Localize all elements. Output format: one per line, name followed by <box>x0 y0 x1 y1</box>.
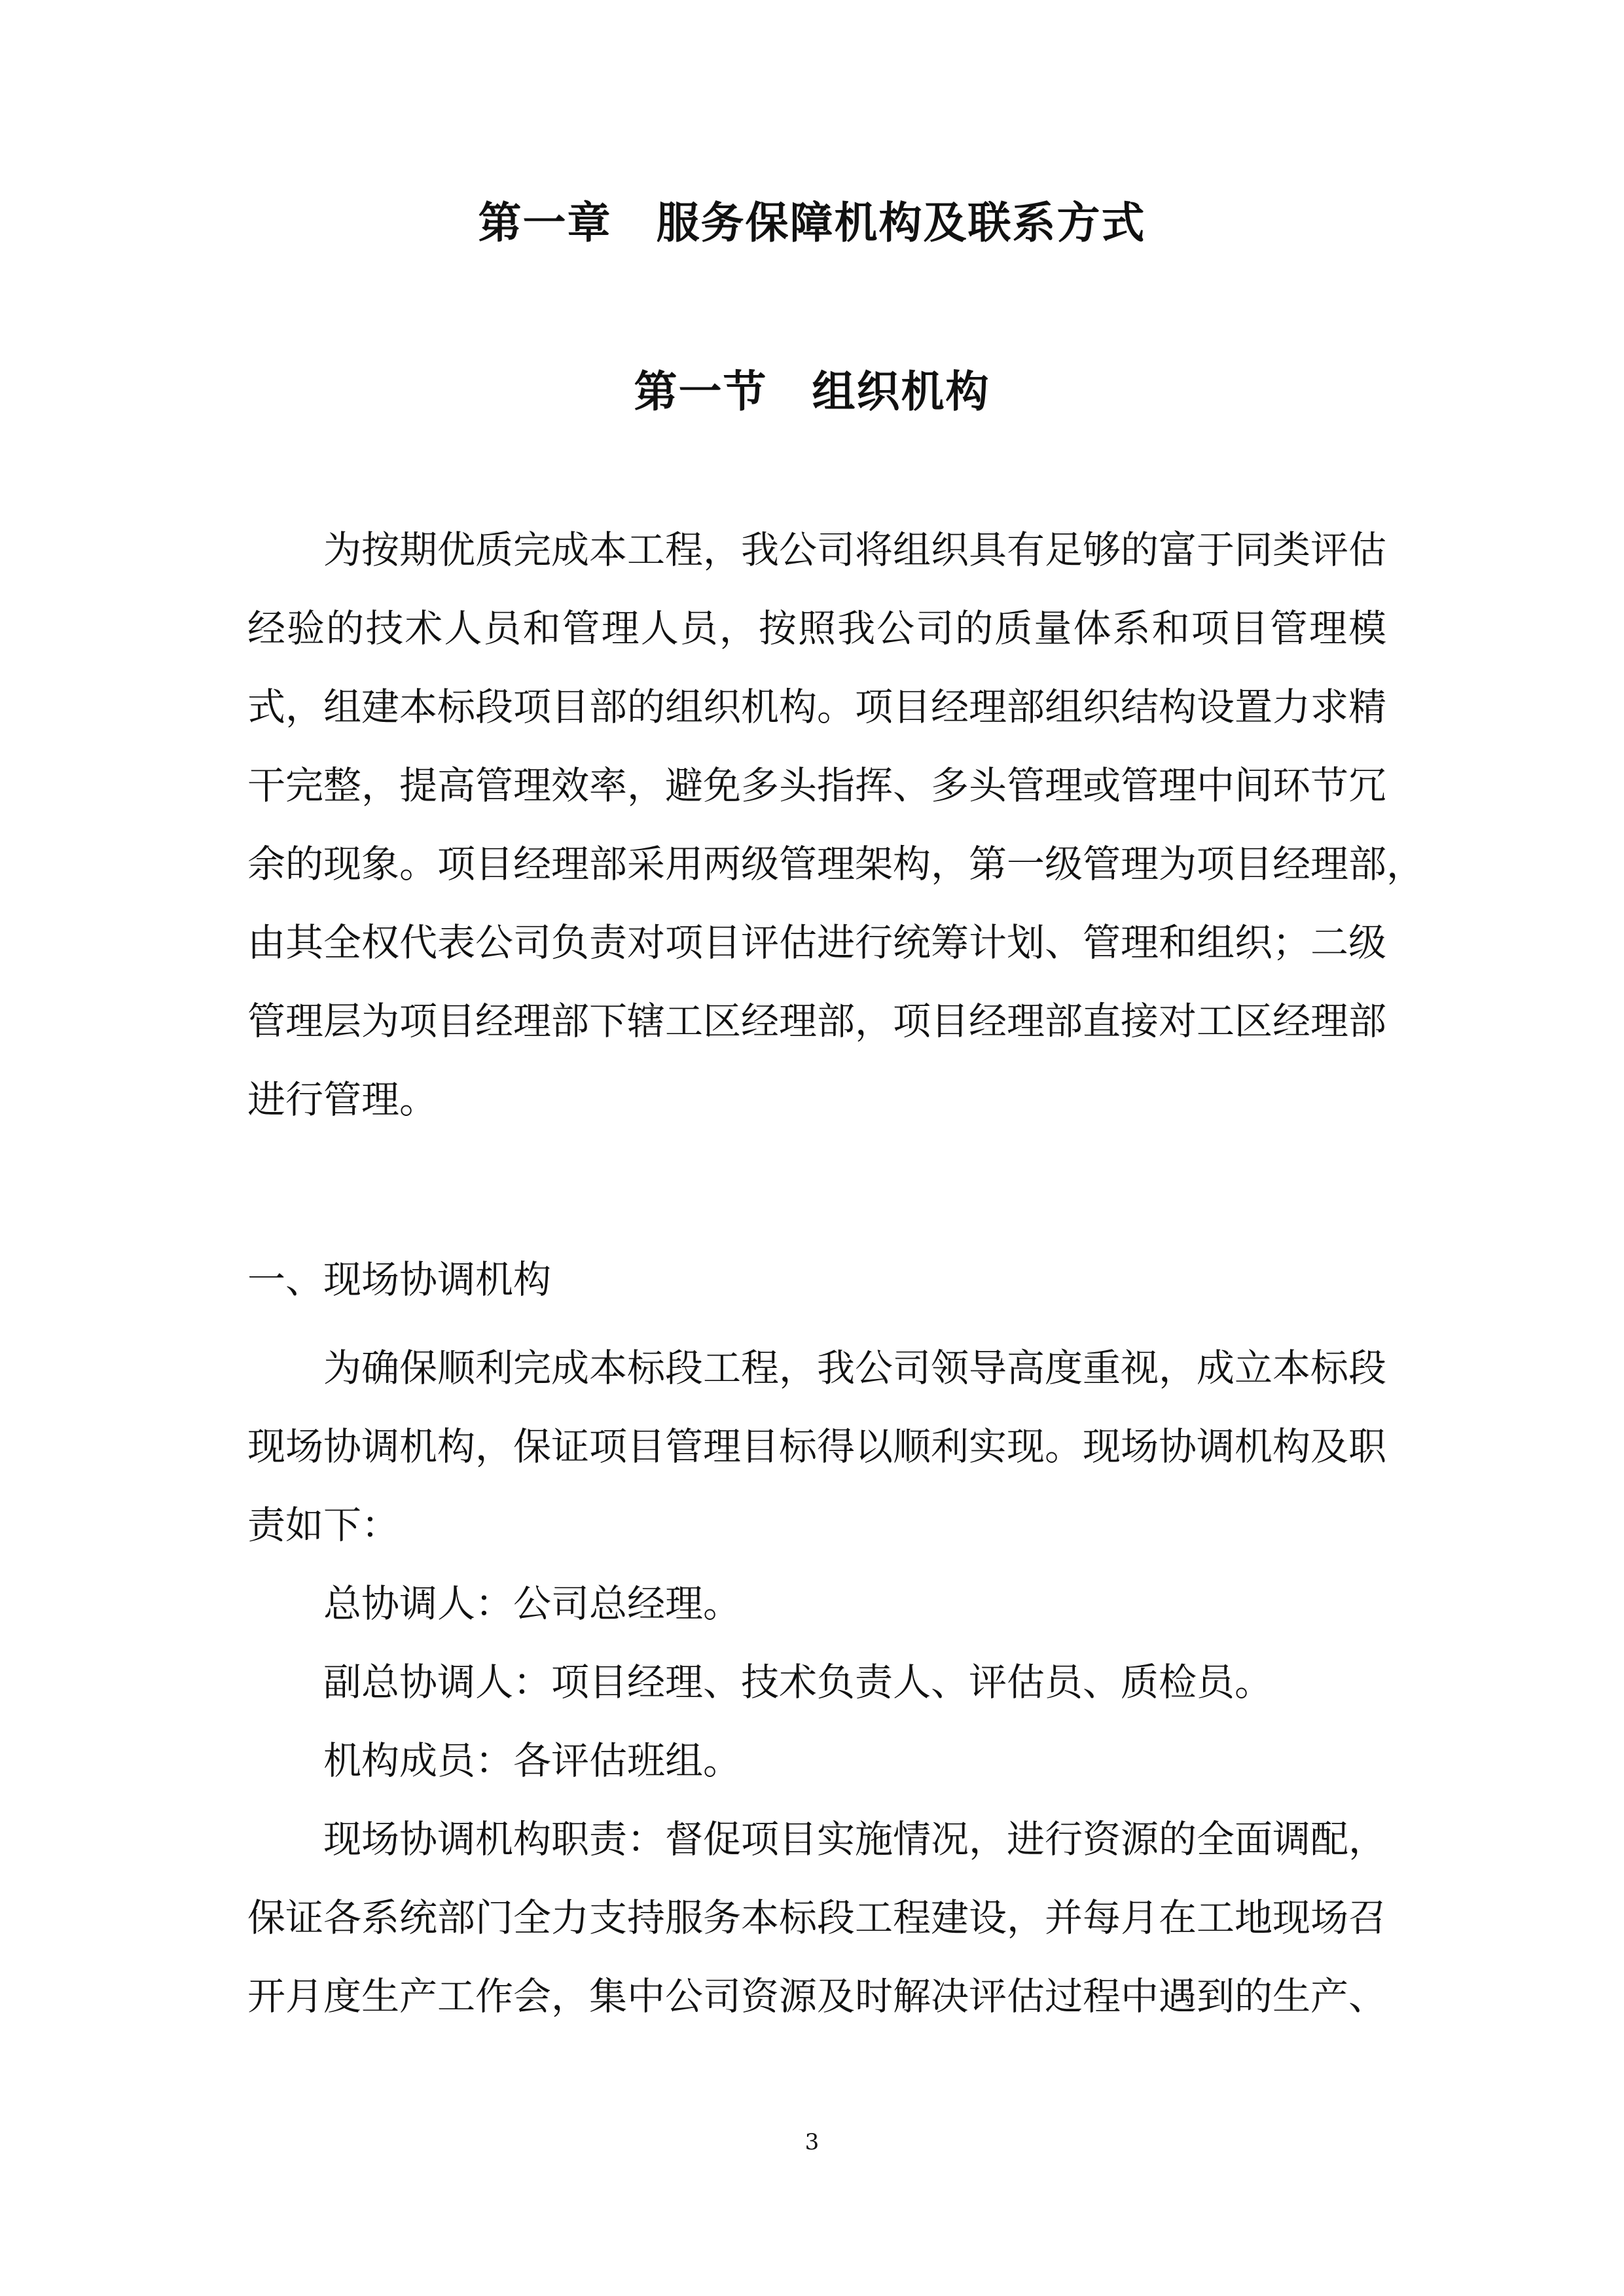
subsection-heading: 一、现场协调机构 <box>247 1257 552 1302</box>
paragraph-line: 责如下： <box>247 1503 400 1547</box>
paragraph-line: 现场协调机构职责：督促项目实施情况，进行资源的全面调配， <box>247 1817 1387 1861</box>
paragraph-line: 进行管理。 <box>247 1077 438 1122</box>
paragraph-line: 式，组建本标段项目部的组织机构。项目经理部组织结构设置力求精 <box>247 685 1387 729</box>
role-line-deputy-coordinator: 副总协调人：项目经理、技术负责人、评估员、质检员。 <box>247 1660 1273 1704</box>
role-line-coordinator: 总协调人：公司总经理。 <box>247 1581 742 1626</box>
paragraph-line: 保证各系统部门全力支持服务本标段工程建设，并每月在工地现场召 <box>247 1895 1387 1940</box>
paragraph-line: 为按期优质完成本工程，我公司将组织具有足够的富于同类评估 <box>247 528 1387 572</box>
paragraph-line: 为确保顺利完成本标段工程，我公司领导高度重视，成立本标段 <box>247 1346 1387 1390</box>
paragraph-line: 现场协调机构，保证项目管理目标得以顺利实现。现场协调机构及职 <box>247 1424 1387 1469</box>
page-number: 3 <box>804 2129 820 2155</box>
section-title: 第一节 组织机构 <box>634 366 990 417</box>
paragraph-line: 管理层为项目经理部下辖工区经理部，项目经理部直接对工区经理部 <box>247 999 1387 1043</box>
paragraph-line: 干完整，提高管理效率，避免多头指挥、多头管理或管理中间环节冗 <box>247 763 1387 808</box>
paragraph-line: 余的现象。项目经理部采用两级管理架构，第一级管理为项目经理部， <box>247 842 1425 886</box>
paragraph-line: 开月度生产工作会，集中公司资源及时解决评估过程中遇到的生产、 <box>247 1974 1387 2018</box>
chapter-title: 第一章 服务保障机构及联系方式 <box>478 197 1146 248</box>
role-line-members: 机构成员：各评估班组。 <box>247 1738 742 1783</box>
paragraph-line: 经验的技术人员和管理人员，按照我公司的质量体系和项目管理模 <box>247 606 1386 651</box>
paragraph-line: 由其全权代表公司负责对项目评估进行统筹计划、管理和组织；二级 <box>247 920 1387 965</box>
